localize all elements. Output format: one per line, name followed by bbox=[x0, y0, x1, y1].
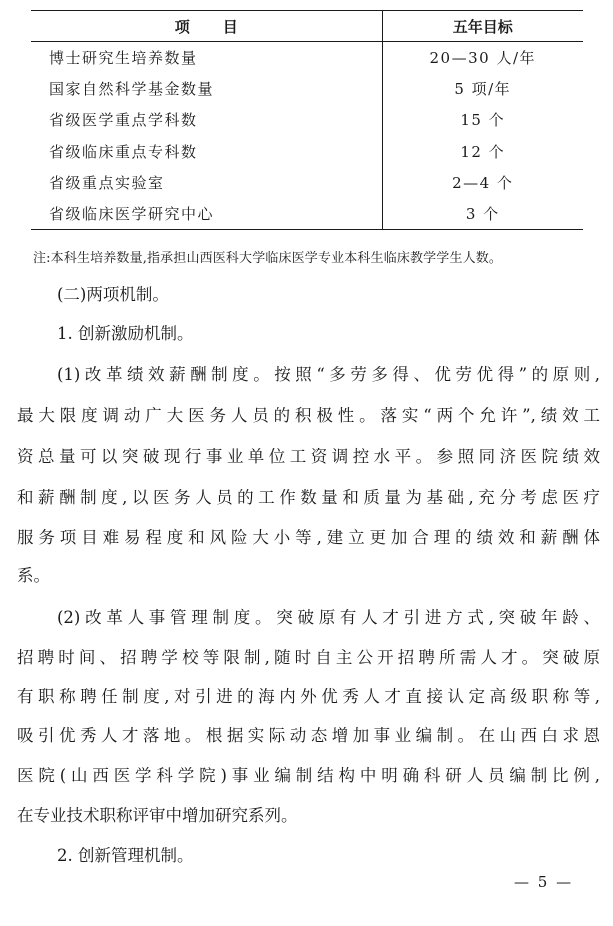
paragraph-1-line: 服务项目难易程度和风险大小等,建立更加合理的绩效和薪酬体 bbox=[17, 528, 600, 547]
header-target: 五年目标 bbox=[382, 11, 583, 42]
paragraph-1-line: (1)改革绩效薪酬制度。按照“多劳多得、优劳优得”的原则, bbox=[57, 365, 600, 384]
table-row bbox=[31, 73, 583, 104]
table-row bbox=[31, 104, 583, 135]
paragraph-2-line: 招聘时间、招聘学校等限制,随时自主公开招聘所需人才。突破原 bbox=[17, 648, 600, 667]
table-row bbox=[31, 167, 583, 198]
table-row bbox=[31, 198, 583, 229]
row-item: 省级临床医学研究中心 bbox=[31, 198, 382, 229]
section-heading: (二)两项机制。 bbox=[57, 285, 169, 304]
paragraph-2-line: 在专业技术职称评审中增加研究系列。 bbox=[17, 806, 298, 825]
paragraph-1-line: 最大限度调动广大医务人员的积极性。落实“两个允许”,绩效工 bbox=[17, 406, 600, 425]
paragraph-1-line: 资总量可以突破现行事业单位工资调控水平。参照同济医院绩效 bbox=[17, 447, 600, 466]
table-header-row bbox=[31, 11, 583, 42]
row-item: 省级医学重点学科数 bbox=[31, 104, 382, 135]
row-target: 2—4 个 bbox=[452, 173, 514, 192]
row-target: 15 个 bbox=[460, 111, 506, 130]
paragraph-2-line: 医院(山西医学科学院)事业编制结构中明确科研人员编制比例, bbox=[17, 766, 600, 785]
row-target: 12 个 bbox=[460, 142, 506, 161]
header-item: 项目 bbox=[31, 11, 382, 42]
paragraph-2-line: (2)改革人事管理制度。突破原有人才引进方式,突破年龄、 bbox=[57, 608, 600, 627]
row-target: 3 个 bbox=[382, 198, 583, 229]
paragraph-1-line: 和薪酬制度,以医务人员的工作数量和质量为基础,充分考虑医疗 bbox=[17, 488, 600, 507]
paragraph-1-line: 系。 bbox=[17, 566, 50, 585]
table-row bbox=[31, 135, 583, 166]
row-item: 博士研究生培养数量 bbox=[31, 42, 382, 73]
table-note: 注:本科生培养数量,指承担山西医科大学临床医学专业本科生临床教学学生人数。 bbox=[33, 251, 503, 266]
row-target: 5 项/年 bbox=[454, 79, 512, 98]
row-item: 国家自然科学基金数量 bbox=[31, 73, 382, 104]
row-target: 20—30 人/年 bbox=[429, 48, 536, 67]
five-year-targets-table bbox=[31, 10, 583, 230]
paragraph-2-line: 吸引优秀人才落地。根据实际动态增加事业编制。在山西白求恩 bbox=[17, 726, 600, 745]
subsection-heading-management: 2. 创新管理机制。 bbox=[57, 846, 194, 865]
row-item: 省级临床重点专科数 bbox=[31, 135, 382, 166]
table-row bbox=[31, 42, 583, 73]
page-number: — 5 — bbox=[514, 873, 574, 891]
subsection-heading-incentive: 1. 创新激励机制。 bbox=[57, 324, 194, 343]
paragraph-2-line: 有职称聘任制度,对引进的海内外优秀人才直接认定高级职称等, bbox=[17, 687, 600, 706]
row-item: 省级重点实验室 bbox=[31, 167, 382, 198]
